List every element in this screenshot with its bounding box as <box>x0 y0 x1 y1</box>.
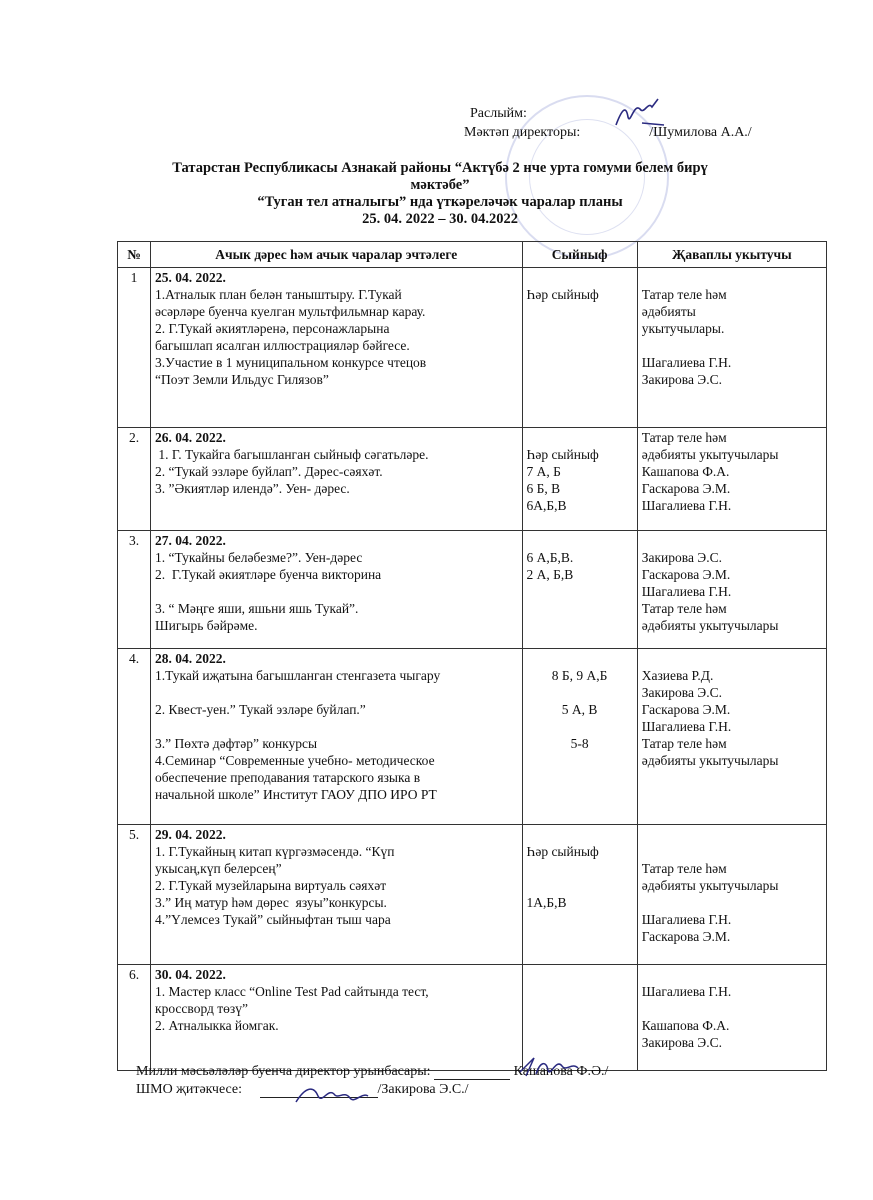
row-activities <box>151 428 523 531</box>
row-date: 28. 04. 2022. <box>155 651 226 666</box>
deputy-signature <box>516 1052 582 1082</box>
row-responsible <box>637 268 826 428</box>
table-row <box>118 531 827 649</box>
plan-period: 25. 04. 2022 – 30. 04.2022 <box>362 211 518 227</box>
class-line: 5-8 <box>570 736 589 751</box>
table-row <box>118 965 827 1071</box>
activity-line: 1. “Тукайны беләбезме?”. Уен-дәрес <box>155 550 363 565</box>
row-class <box>522 428 637 531</box>
row-date: 29. 04. 2022. <box>155 827 226 842</box>
responsible-line: Татар теле һәм <box>641 861 727 876</box>
responsible-line: укытучылары. <box>641 321 725 336</box>
row-class <box>522 825 637 965</box>
row-class <box>522 531 637 649</box>
responsible-line <box>642 894 822 911</box>
approval-label: Раслыйм: <box>470 106 527 121</box>
row-responsible <box>637 649 826 825</box>
responsible-line <box>642 1000 822 1017</box>
shmo-signature <box>292 1080 372 1110</box>
row-class <box>522 649 637 825</box>
activity-line: 3.” Иң матур һәм дөрес язуы”конкурсы. <box>155 895 387 910</box>
activity-line: 1. Мастер класс “Online Test Pad сайтында тест, <box>155 984 429 999</box>
approval-position-line <box>464 123 752 142</box>
activity-line: 3. ”Әкиятләр илендә”. Уен- дәрес. <box>155 481 350 496</box>
class-line <box>527 877 633 894</box>
responsible-line: Шагалиева Г.Н. <box>641 584 732 599</box>
activity-line: Шигырь бәйрәме. <box>155 618 258 633</box>
responsible-line: әдәбияты укытучылары <box>641 878 779 893</box>
class-line <box>527 718 633 735</box>
deputy-name: Кашапова Ф.Ә./ <box>513 1064 609 1079</box>
activity-line: 2. Г.Тукай әкиятләре буенча викторина <box>155 567 382 582</box>
header-responsible: Җаваплы укытучы <box>637 242 826 268</box>
class-line: 7 А, Б <box>526 464 561 479</box>
activity-line: 2. “Тукай эзләре буйлап”. Дәрес-сәяхәт. <box>155 464 383 479</box>
table-row <box>118 428 827 531</box>
table-row <box>118 268 827 428</box>
class-line: 2 А, Б,В <box>526 567 574 582</box>
row-responsible <box>637 531 826 649</box>
activity-line: 3.Участие в 1 муниципальном конкурсе чтецов <box>155 355 427 370</box>
activity-line: 1. Г.Тукайның китап күргәзмәсендә. “Күп <box>155 844 395 859</box>
responsible-line: Татар теле һәм <box>641 430 727 445</box>
org-line-2: мәктәбе” <box>410 177 470 193</box>
activity-line <box>155 583 518 600</box>
responsible-line: Гаскарова Э.М. <box>641 481 731 496</box>
activity-line: обеспечение преподавания татарского языка в <box>155 770 421 785</box>
responsible-line: Закирова Э.С. <box>641 1035 722 1050</box>
org-line-1: Татарстан Республикасы Азнакай районы “Актүбә 2 нче урта гомуми белем бирү <box>172 160 708 176</box>
responsible-line: Закирова Э.С. <box>641 685 722 700</box>
class-line <box>527 860 633 877</box>
table-row <box>118 649 827 825</box>
row-date: 25. 04. 2022. <box>155 270 226 285</box>
responsible-line: Шагалиева Г.Н. <box>641 498 732 513</box>
activity-line: 2. Г.Тукай әкиятләренә, персонажларына <box>155 321 390 336</box>
class-line: Һәр сыйныф <box>526 447 599 462</box>
responsible-line: Кашапова Ф.А. <box>641 464 730 479</box>
class-line: Һәр сыйныф <box>526 844 599 859</box>
class-line: Һәр сыйныф <box>526 287 599 302</box>
activity-line <box>155 718 518 735</box>
deputy-label: Милли мәсьәләләр буенча директор урынбасары: <box>136 1064 431 1079</box>
header-class: Сыйныф <box>522 242 637 268</box>
row-class <box>522 268 637 428</box>
responsible-line: Шагалиева Г.Н. <box>641 912 732 927</box>
responsible-line: Хазиева Р.Д. <box>641 668 714 683</box>
row-number: 2. <box>118 428 151 531</box>
activity-line: әсәрләре буенча куелган мультфильмнар карау. <box>155 304 426 319</box>
activity-line: начальной школе” Институт ГАОУ ДПО ИРО РТ <box>155 787 437 802</box>
row-responsible <box>637 428 826 531</box>
row-number: 3. <box>118 531 151 649</box>
activity-line: 2. Атналыкка йомгак. <box>155 1018 279 1033</box>
row-responsible <box>637 965 826 1071</box>
responsible-line: әдәбияты укытучылары <box>641 447 779 462</box>
shmo-name: /Закирова Э.С./ <box>377 1082 469 1097</box>
responsible-line: Закирова Э.С. <box>641 550 722 565</box>
approval-position: Мәктәп директоры: <box>464 125 581 140</box>
responsible-line: әдәбияты укытучылары <box>641 618 779 633</box>
row-activities <box>151 825 523 965</box>
activity-line: 2. Квест-уен.” Тукай эзләре буйлап.” <box>155 702 366 717</box>
activity-line: 3.” Пөхтә дәфтәр” конкурсы <box>155 736 318 751</box>
activity-line: “Поэт Земли Ильдус Гилязов” <box>155 372 329 387</box>
header-activities: Ачык дәрес һәм ачык чаралар эчтәлеге <box>151 242 523 268</box>
activity-line: багышлап ясалган иллюстрацияләр бәйгесе. <box>155 338 410 353</box>
responsible-line: Шагалиева Г.Н. <box>641 984 732 999</box>
row-activities <box>151 268 523 428</box>
shmo-label: ШМО җитәкчесе: <box>136 1082 243 1097</box>
responsible-line: Гаскарова Э.М. <box>641 929 731 944</box>
activity-line <box>155 684 518 701</box>
responsible-line: Закирова Э.С. <box>641 372 722 387</box>
class-line <box>527 684 633 701</box>
activity-line: 1. Г. Тукайга багышланган сыйныф сәгатьләре. <box>155 447 429 462</box>
row-number: 4. <box>118 649 151 825</box>
activity-line: 2. Г.Тукай музейларына виртуаль сәяхәт <box>155 878 387 893</box>
responsible-line: Гаскарова Э.М. <box>641 567 731 582</box>
activity-line: 4.”Үлемсез Тукай” сыйныфтан тыш чара <box>155 912 391 927</box>
responsible-line: Татар теле һәм <box>641 601 727 616</box>
row-number: 5. <box>118 825 151 965</box>
row-activities <box>151 965 523 1071</box>
director-signature <box>612 95 672 135</box>
row-activities <box>151 531 523 649</box>
activity-line: 1.Тукай иҗатына багышланган стенгазета чыгару <box>155 668 441 683</box>
approval-name: /Шумилова А.А./ <box>649 125 752 140</box>
plan-title: “Туган тел атналыгы” нда үткәреләчәк чаралар планы <box>257 194 623 210</box>
row-activities <box>151 649 523 825</box>
row-number: 6. <box>118 965 151 1071</box>
activity-line: 3. “ Мәңге яши, яшьни яшь Тукай”. <box>155 601 359 616</box>
class-line: 6 Б, В <box>526 481 561 496</box>
row-date: 26. 04. 2022. <box>155 430 226 445</box>
responsible-line <box>642 337 822 354</box>
responsible-line: Шагалиева Г.Н. <box>641 719 732 734</box>
class-line: 1А,Б,В <box>526 895 567 910</box>
class-line: 5 А, В <box>561 702 598 717</box>
activity-line: 4.Семинар “Современные учебно- методическое <box>155 753 435 768</box>
responsible-line: Кашапова Ф.А. <box>641 1018 730 1033</box>
table-row <box>118 825 827 965</box>
row-date: 30. 04. 2022. <box>155 967 226 982</box>
plan-table <box>117 241 827 1071</box>
row-responsible <box>637 825 826 965</box>
responsible-line: Гаскарова Э.М. <box>641 702 731 717</box>
activity-line: кроссворд төзү” <box>155 1001 248 1016</box>
row-date: 27. 04. 2022. <box>155 533 226 548</box>
document-heading <box>140 160 740 228</box>
class-line: 6А,Б,В <box>526 498 567 513</box>
activity-line: укысаң,күп белерсең” <box>155 861 282 876</box>
class-line: 8 Б, 9 А,Б <box>551 668 608 683</box>
row-number: 1 <box>118 268 151 428</box>
responsible-line: әдәбияты <box>641 304 696 319</box>
responsible-line: әдәбияты укытучылары <box>641 753 779 768</box>
class-line: 6 А,Б,В. <box>526 550 574 565</box>
activity-line: 1.Атналык план белән таныштыру. Г.Тукай <box>155 287 402 302</box>
table-header-row <box>118 242 827 268</box>
responsible-line: Татар теле һәм <box>641 287 727 302</box>
header-number: № <box>118 242 151 268</box>
shmo-line <box>136 1080 608 1098</box>
responsible-line: Шагалиева Г.Н. <box>641 355 732 370</box>
responsible-line: Татар теле һәм <box>641 736 727 751</box>
